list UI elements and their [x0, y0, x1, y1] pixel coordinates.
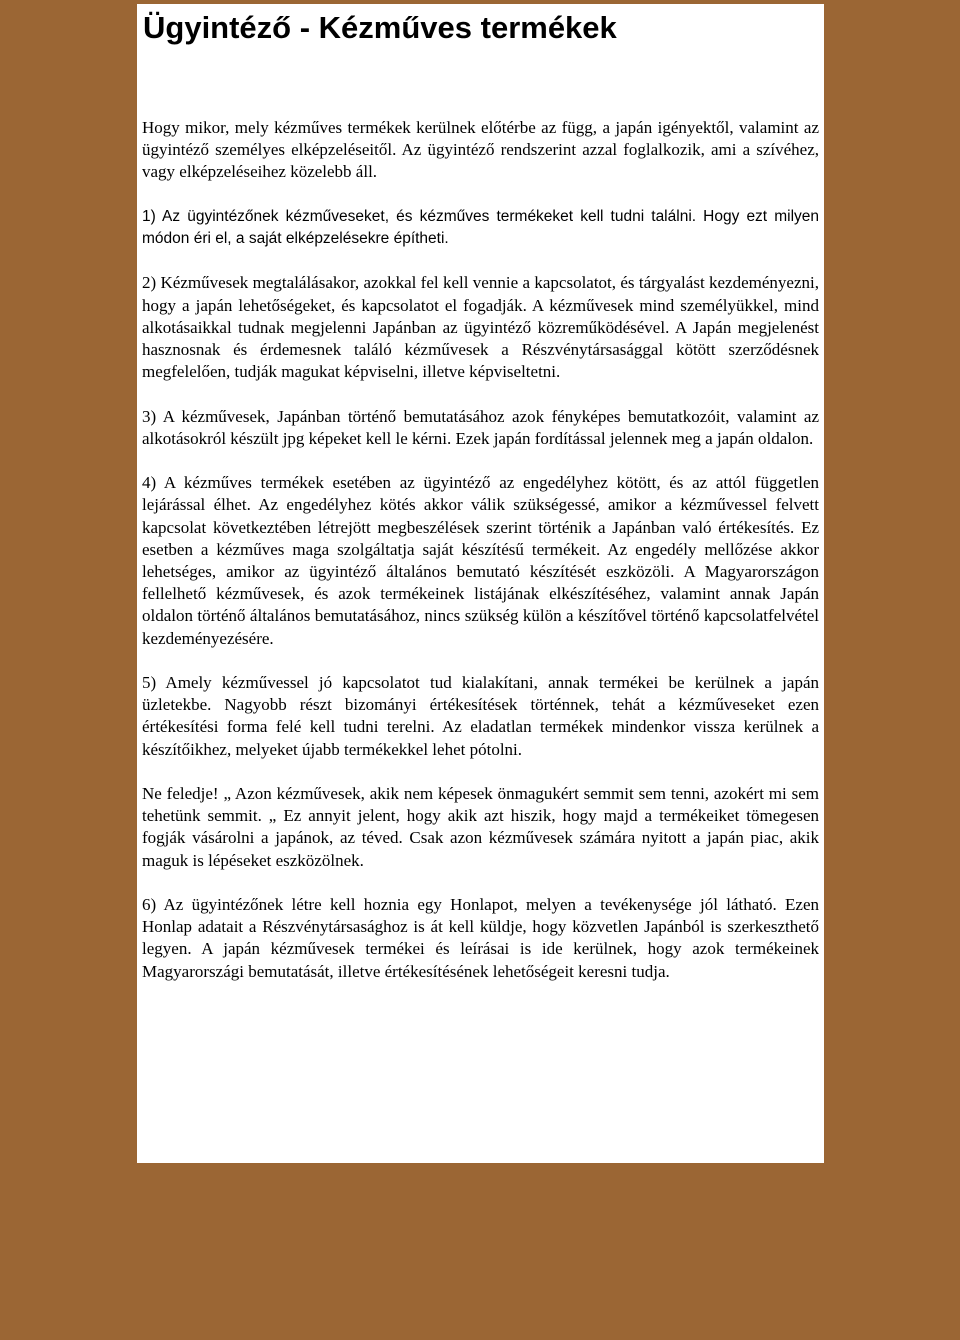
- document-page: [137, 4, 824, 1163]
- paragraph-5: 5) Amely kézművessel jó kapcsolatot tud kialakítani, annak termékei be kerülnek a japán üzletekbe. Nagyobb részt bizományi értékesítések történnek, tehát a kézműveseket ezen értékesítési forma felé kell tudni terelni. Az eladatlan termékek mindenkor vissza kerülnek a készítőikhez, melyeket újabb termékekkel lehet pótolni.: [142, 673, 819, 759]
- paragraph-6: 6) Az ügyintézőnek létre kell hoznia egy Honlapot, melyen a tevékenysége jól látható. Ezen Honlap adatait a Részvénytársasághoz is át kell küldje, hogy közvetlen Japánból is szerkeszthető legyen. A japán kézművesek termékei és leírásai is ide kerülnek, hogy azok termékeinek Magyarországi bemutatását, illetve értékesítésének lehetőségeit keresni tudja.: [142, 895, 819, 981]
- document-body: [142, 117, 819, 983]
- intro-paragraph: Hogy mikor, mely kézműves termékek kerülnek előtérbe az függ, a japán igényektől, valamint az ügyintéző személyes elképzeléseitől. Az ügyintéző rendszerint azzal foglalkozik, ami a szívéhez, vagy elképzeléseihez közelebb áll.: [142, 118, 819, 182]
- paragraph-4: 4) A kézműves termékek esetében az ügyintéző az engedélyhez kötött, és az attól független lejárással élhet. Az engedélyhez kötés akkor válik szükségessé, amikor a kézművessel felvett kapcsolat következtében létrejött megbeszélések szerint történik a Japánban való értékesítés. Ez esetben a kézműves maga szolgáltatja saját készítésű termékeit. Az engedély mellőzése akkor lehetséges, amikor az ügyintéző általános bemutató készítését eszközöli. A Magyarországon fellelhető kézművesek, és azok termékeinek listájának elkészítéséhez, valamint annak Japán oldalon történő általános bemutatásához, nincs szükség külön a készítővel történő kapcsolatfelvétel kezdeményezésére.: [142, 473, 819, 648]
- reminder-paragraph: Ne feledje! „ Azon kézművesek, akik nem képesek önmagukért semmit sem tenni, azokért mi sem tehetünk semmit. „ Ez annyit jelent, hogy akik azt hiszik, hogy majd a termékeiket tömegesen fogják vásárolni a japánok, az téved. Csak azon kézművesek számára nyitott a japán piac, akik maguk is lépéseket eszközölnek.: [142, 784, 819, 870]
- paragraph-1: 1) Az ügyintézőnek kézművesekеt, és kézműves termékeket kell tudni találni. Hogy ezt milyen módon éri el, a saját elképzelésekre építheti.: [142, 207, 819, 247]
- paragraph-3: 3) A kézművesek, Japánban történő bemutatásához azok fényképes bemutatkozóit, valamint az alkotásokról készült jpg képeket kell le kérni. Ezek japán fordítással jelennek meg a japán oldalon.: [142, 406, 819, 448]
- document-title: Ügyintéző - Kézműves termékek: [143, 10, 617, 45]
- paragraph-2: 2) Kézművesek megtalálásakor, azokkal fel kell vennie a kapcsolatot, és tárgyalást kezdeményezni, hogy a japán lehetőségeket, és kapcsolatot el fogadják. A kézművesek mind személyükkel, mind alkotásaikkal tudnak megjelenni Japánban az ügyintéző közreműködésével. A Japán megjelenést hasznosnak és érdemesnek találó kézművesek a Részvénytársasággal kötött szerződésnek megfelelően, tudják magukat képviselni, illetve képviseltetni.: [142, 273, 819, 382]
